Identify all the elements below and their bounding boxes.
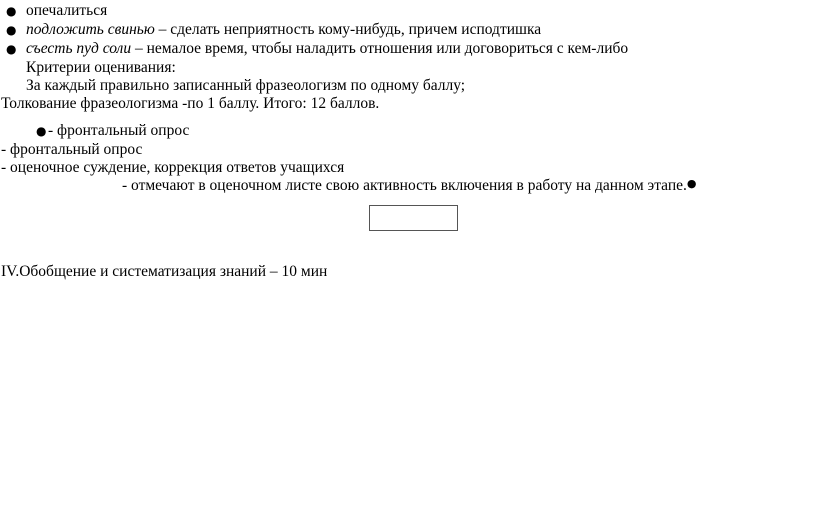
vocab-item [26,40,628,58]
criteria-heading: Критерии оценивания: [26,59,176,76]
method-item: - фронтальный опрос [48,122,190,139]
bullet-icon: ● [36,124,47,138]
criteria-line: За каждый правильно записанный фразеологизм по одному баллу; [26,77,466,94]
vocab-definition: – сделать неприятность кому-нибудь, причем исподтишка [154,21,542,38]
bullet-icon: ● [6,23,17,37]
method-item [122,177,697,196]
method-text: - отмечают в оценочном листе свою активность включения в работу на данном этапе. [122,177,687,194]
method-item: - оценочное суждение, коррекция ответов учащихся [1,159,345,176]
bullet-icon: ● [686,177,697,190]
section-heading: IV.Обобщение и систематизация знаний – 10 мин [1,263,328,280]
vocab-term: съесть пуд соли [26,40,132,57]
vocab-term: подложить свинью [26,21,155,38]
vocab-item [26,21,541,39]
empty-box [369,205,458,231]
bullet-icon: ● [6,42,17,56]
vocab-term: опечалиться [26,2,108,19]
vocab-item [26,2,107,20]
method-item: - фронтальный опрос [1,141,143,158]
vocab-definition: – немалое время, чтобы наладить отношения или договориться с кем-либо [131,40,629,57]
bullet-icon: ● [6,4,17,18]
criteria-total: Толкование фразеологизма -по 1 баллу. Итого: 12 баллов. [1,95,380,112]
